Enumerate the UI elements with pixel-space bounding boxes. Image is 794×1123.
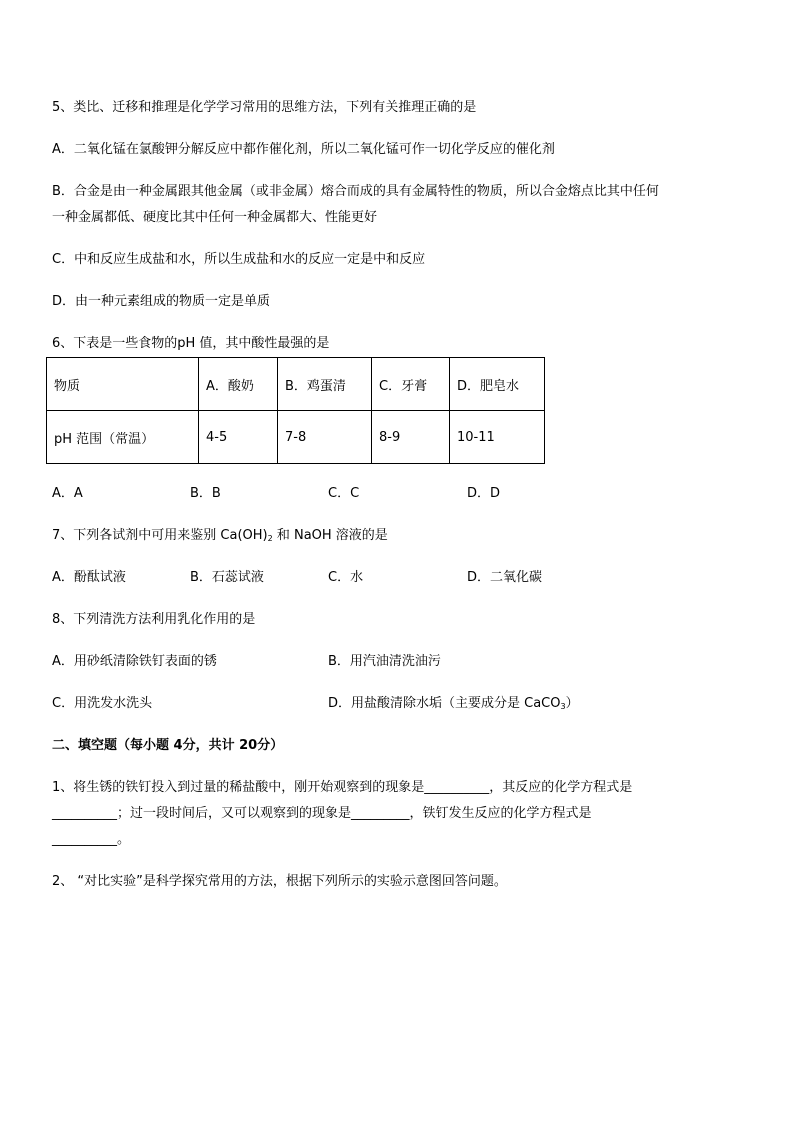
q6-option-b: B．B bbox=[190, 486, 221, 501]
q7-option-a: A．酚酞试液 bbox=[52, 570, 126, 585]
ph-table-header-row bbox=[47, 358, 545, 411]
fill-q1-line3: __________。 bbox=[52, 832, 131, 847]
fill-q2-line1: 2、 “对比实验”是科学探究常用的方法，根据下列所示的实验示意图回答问题。 bbox=[52, 874, 507, 889]
ph-table-cell: 8-9 bbox=[372, 411, 450, 464]
ph-table-cell: A．酸奶 bbox=[199, 358, 278, 411]
q8-option-d-subscript: 3 bbox=[560, 702, 566, 711]
q5-option-b-cont: 一种金属都低、硬度比其中任何一种金属都大、性能更好 bbox=[52, 210, 378, 225]
q8-option-c: C．用洗发水洗头 bbox=[52, 696, 153, 711]
fill-q1-line1: 1、将生锈的铁钉投入到过量的稀盐酸中，刚开始观察到的现象是__________，其反应的化学方程式是 bbox=[52, 780, 633, 795]
ph-table-cell: pH 范围（常温） bbox=[47, 411, 199, 464]
ph-table-cell: 物质 bbox=[47, 358, 199, 411]
q8-option-a: A．用砂纸清除铁钉表面的锈 bbox=[52, 654, 217, 669]
q8-option-d-text: D．用盐酸清除水垢（主要成分是 CaCO bbox=[328, 696, 561, 711]
q5-option-a: A．二氧化锰在氯酸钾分解反应中都作催化剂，所以二氧化锰可作一切化学反应的催化剂 bbox=[52, 142, 555, 157]
q8-option-d-text-end: ） bbox=[565, 696, 579, 711]
ph-table-cell: C．牙膏 bbox=[372, 358, 450, 411]
ph-table-cell: 4-5 bbox=[199, 411, 278, 464]
q7-stem-text-end: 和 NaOH 溶液的是 bbox=[272, 528, 388, 543]
q5-option-d: D．由一种元素组成的物质一定是单质 bbox=[52, 294, 271, 309]
q8-option-d bbox=[328, 695, 579, 713]
section-heading: 二、填空题（每小题 4分，共计 20分） bbox=[52, 738, 284, 753]
q8-stem: 8、下列清洗方法利用乳化作用的是 bbox=[52, 612, 256, 627]
q7-option-b: B．石蕊试液 bbox=[190, 570, 264, 585]
ph-table-cell: 10-11 bbox=[450, 411, 545, 464]
ph-table bbox=[46, 357, 545, 464]
q7-stem-text: 7、下列各试剂中可用来鉴别 Ca(OH) bbox=[52, 528, 268, 543]
ph-table-cell: B．鸡蛋清 bbox=[278, 358, 372, 411]
q6-stem: 6、下表是一些食物的pH 值，其中酸性最强的是 bbox=[52, 336, 330, 351]
q6-option-a: A．A bbox=[52, 486, 83, 501]
ph-table-cell: D．肥皂水 bbox=[450, 358, 545, 411]
q7-stem bbox=[52, 527, 388, 545]
q7-option-c: C．水 bbox=[328, 570, 364, 585]
ph-table-row bbox=[47, 411, 545, 464]
q8-option-b: B．用汽油清洗油污 bbox=[328, 654, 441, 669]
q6-option-d: D．D bbox=[467, 486, 501, 501]
fill-q1-line2: __________；过一段时间后，又可以观察到的现象是_________，铁钉发生反应的化学方程式是 bbox=[52, 806, 592, 821]
ph-table-cell: 7-8 bbox=[278, 411, 372, 464]
q5-stem: 5、类比、迁移和推理是化学学习常用的思维方法，下列有关推理正确的是 bbox=[52, 100, 477, 115]
q5-option-c: C．中和反应生成盐和水，所以生成盐和水的反应一定是中和反应 bbox=[52, 252, 426, 267]
q7-option-d: D．二氧化碳 bbox=[467, 570, 543, 585]
q7-stem-subscript: 2 bbox=[267, 534, 273, 543]
q5-option-b: B．合金是由一种金属跟其他金属（或非金属）熔合而成的具有金属特性的物质，所以合金熔点比其中任何 bbox=[52, 184, 659, 199]
q6-option-c: C．C bbox=[328, 486, 360, 501]
